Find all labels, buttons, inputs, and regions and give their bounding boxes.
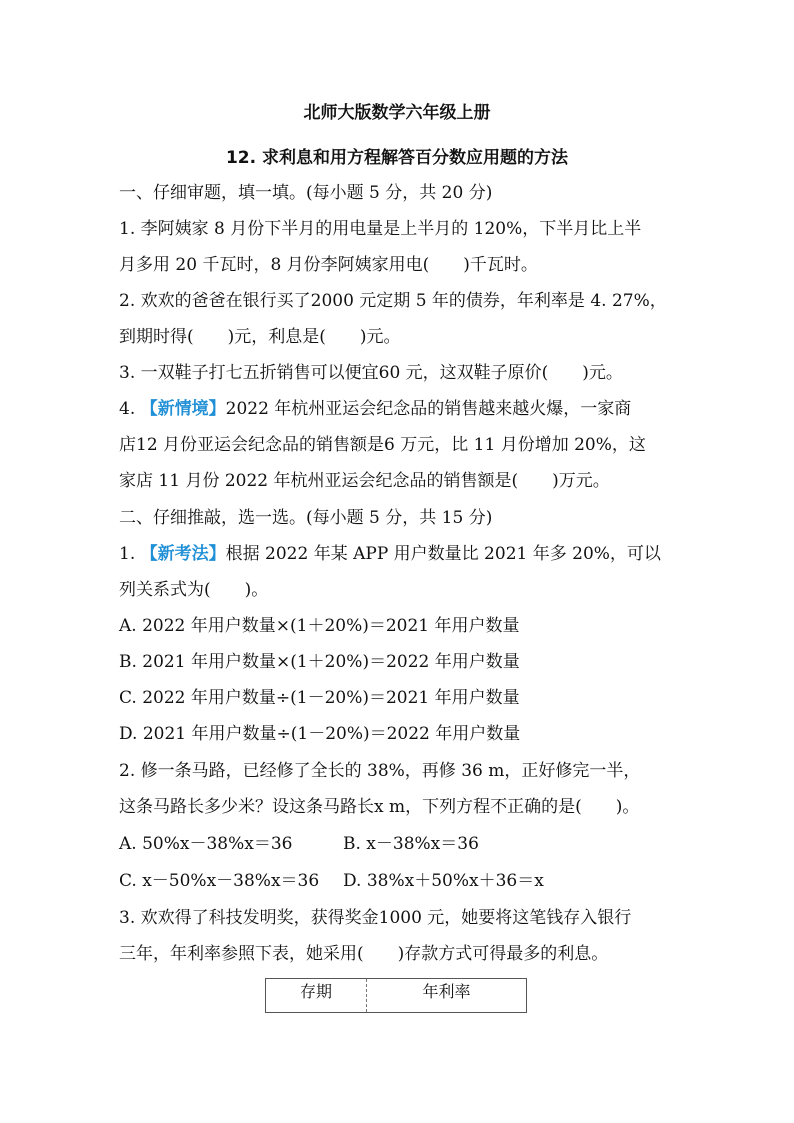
topic-title: 12. 求利息和用方程解答百分数应用题的方法	[225, 148, 569, 168]
s2-q1-option-b: B. 2021 年用户数量×(1＋20%)＝2022 年用户数量	[119, 652, 520, 672]
s2-q2-option-b: B. x－38%x＝36	[343, 834, 479, 854]
new-method-tag: 【新考法】	[140, 544, 226, 564]
s2-q1-option-d: D. 2021 年用户数量÷(1－20%)＝2022 年用户数量	[119, 724, 521, 744]
s1-q3: 3. 一双鞋子打七五折销售可以便宜60 元，这双鞋子原价( )元。	[119, 363, 623, 383]
s2-q3-line2: 三年，年利率参照下表，她采用( )存款方式可得最多的利息。	[119, 944, 609, 964]
s2-q2-option-c: C. x－50%x－38%x＝36	[119, 871, 320, 891]
s1-q1-line1: 1. 李阿姨家 8 月份下半月的用电量是上半月的 120%，下半月比上半	[119, 219, 642, 239]
s2-q1-option-c: C. 2022 年用户数量÷(1－20%)＝2021 年用户数量	[119, 688, 520, 708]
s2-q2-line1: 2. 修一条马路，已经修了全长的 38%，再修 36 m，正好修完一半，	[119, 761, 641, 781]
new-scenario-tag: 【新情境】	[140, 399, 226, 419]
s2-q1-line2: 列关系式为( )。	[119, 580, 269, 600]
s1-q4-number: 4.	[119, 399, 141, 419]
table-header-term: 存期	[266, 979, 367, 1012]
s1-q4-line3: 家店 11 月份 2022 年杭州亚运会纪念品的销售额是( )万元。	[119, 471, 610, 491]
interest-rate-table	[265, 978, 527, 1013]
table-header-rate: 年利率	[422, 982, 471, 1001]
s2-q1-number: 1.	[119, 544, 141, 564]
section2-heading: 二、仔细推敲，选一选。(每小题 5 分，共 15 分)	[119, 508, 493, 528]
section1-heading: 一、仔细审题，填一填。(每小题 5 分，共 20 分)	[119, 183, 493, 203]
s1-q2-line1: 2. 欢欢的爸爸在银行买了2000 元定期 5 年的债券，年利率是 4. 27%，	[119, 291, 667, 311]
s2-q2-line2: 这条马路长多少米？设这条马路长x m，下列方程不正确的是( )。	[119, 797, 640, 817]
s2-q1-text: 根据 2022 年某 APP 用户数量比 2021 年多 20%，可以	[225, 544, 661, 564]
s1-q4-line2: 店12 月份亚运会纪念品的销售额是6 万元，比 11 月份增加 20%，这	[119, 435, 646, 455]
s1-q2-line2: 到期时得( )元，利息是( )元。	[119, 327, 401, 347]
s1-q4-line1	[119, 397, 631, 421]
s1-q4-text: 2022 年杭州亚运会纪念品的销售越来越火爆，一家商	[225, 399, 632, 419]
s2-q1-line1	[119, 542, 661, 566]
s2-q2-option-a: A. 50%x－38%x＝36	[119, 834, 293, 854]
s2-q3-line1: 3. 欢欢得了科技发明奖，获得奖金1000 元，她要将这笔钱存入银行	[119, 908, 632, 928]
book-title: 北师大版数学六年级上册	[303, 103, 491, 123]
s2-q1-option-a: A. 2022 年用户数量×(1＋20%)＝2021 年用户数量	[119, 616, 520, 636]
s1-q1-line2: 月多用 20 千瓦时，8 月份李阿姨家用电( )千瓦时。	[119, 255, 538, 275]
s2-q2-option-d: D. 38%x＋50%x＋36＝x	[343, 871, 544, 891]
